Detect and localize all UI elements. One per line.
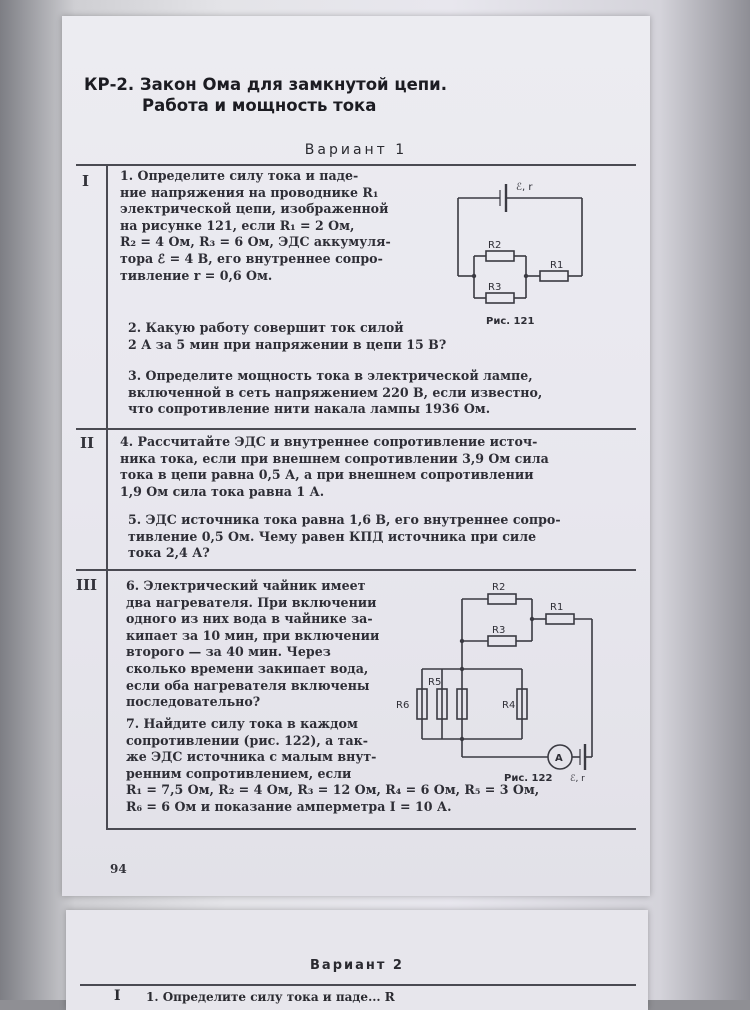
page-number: 94	[110, 862, 127, 876]
page-title	[84, 74, 447, 116]
fig122-r3-label: R3	[492, 625, 506, 636]
section-divider-2	[76, 569, 636, 571]
next-task-fragment: 1. Определите силу тока и паде... R	[146, 990, 395, 1004]
fig122-r2-label: R2	[492, 582, 506, 593]
task-2: 2. Какую работу совершит ток силой 2 А за 5 мин при напряжении в цепи 15 В?	[128, 320, 447, 352]
fig122-r1-label: R1	[550, 602, 564, 613]
task-7: 7. Найдите силу тока в каждом сопротивлении (рис. 122), а так- же ЭДС источника с малым внут- ренним сопротивлением, если R₁ = 7,5 Ом, R₂ = 4 Ом, R₃ = 12 Ом, R₄ = 6 Ом, R₅ = 3 Ом, R₆ = 6 Ом и показание амперметра I = 10 А.	[126, 716, 540, 814]
section-I: I	[82, 172, 90, 190]
task-6: 6. Электрический чайник имеет два нагревателя. При включении одного из них вода в чайнике за- кипает за 10 мин, при включении второго — за 40 мин. Через сколько времени закипает вода, если оба нагревателя включены последовательно?	[126, 578, 380, 710]
next-section-I: I	[114, 988, 121, 1004]
fig122-r4-label: R4	[502, 700, 516, 711]
task-5: 5. ЭДС источника тока равна 1,6 В, его внутреннее сопро- тивление 0,5 Ом. Чему равен КПД источника при силе тока 2,4 А?	[128, 512, 561, 561]
circuit-figure-122	[392, 581, 612, 791]
section-divider-1	[76, 428, 636, 430]
fig122-r5-label: R5	[428, 677, 442, 688]
section-III: III	[76, 576, 98, 594]
textbook-page	[62, 16, 650, 896]
fig121-emf-label: ℰ, r	[516, 182, 533, 193]
title-line-1: КР-2. Закон Ома для замкнутой цепи.	[84, 75, 448, 94]
task-1: 1. Определите силу тока и паде- ние напряжения на проводнике R₁ электрической цепи, изображенной на рисунке 121, если R₁ = 2 Ом, R₂ = 4 Ом, R₃ = 6 Ом, ЭДС аккумуля- тора ℰ = 4 В, его внутреннее сопро- тивление r = 0,6 Ом.	[120, 168, 391, 283]
variant-2-heading: Вариант 2	[310, 958, 404, 973]
table-top-line	[76, 164, 636, 166]
variant-heading: Вариант 1	[304, 142, 408, 158]
table-bottom-line	[106, 828, 636, 830]
task-4: 4. Рассчитайте ЭДС и внутреннее сопротивление источ- ника тока, если при внешнем сопротивлении 3,9 Ом сила тока в цепи равна 0,5 А, а при внешнем сопротивлении 1,9 Ом сила тока равна 1 А.	[120, 434, 549, 499]
fig121-r3-label: R3	[488, 282, 502, 293]
fig121-r1-label: R1	[550, 260, 564, 271]
circuit-figure-121	[450, 176, 590, 336]
next-page	[66, 910, 648, 1010]
fig121-caption: Рис. 121	[486, 316, 535, 327]
next-table-top-line	[80, 984, 636, 986]
fig122-r6-label: R6	[396, 700, 410, 711]
task-3: 3. Определите мощность тока в электрической лампе, включенной в сеть напряжением 220 В, если известно, что сопротивление нити накала лампы 1936 Ом.	[128, 368, 543, 417]
table-divider	[106, 164, 108, 828]
title-line-2: Работа и мощность тока	[142, 96, 377, 115]
section-II: II	[80, 434, 95, 452]
fig121-r2-label: R2	[488, 240, 502, 251]
fig122-caption: Рис. 122	[504, 773, 553, 784]
ammeter-label: A	[555, 753, 563, 764]
fig122-emf-label: ℰ, r	[570, 774, 585, 784]
